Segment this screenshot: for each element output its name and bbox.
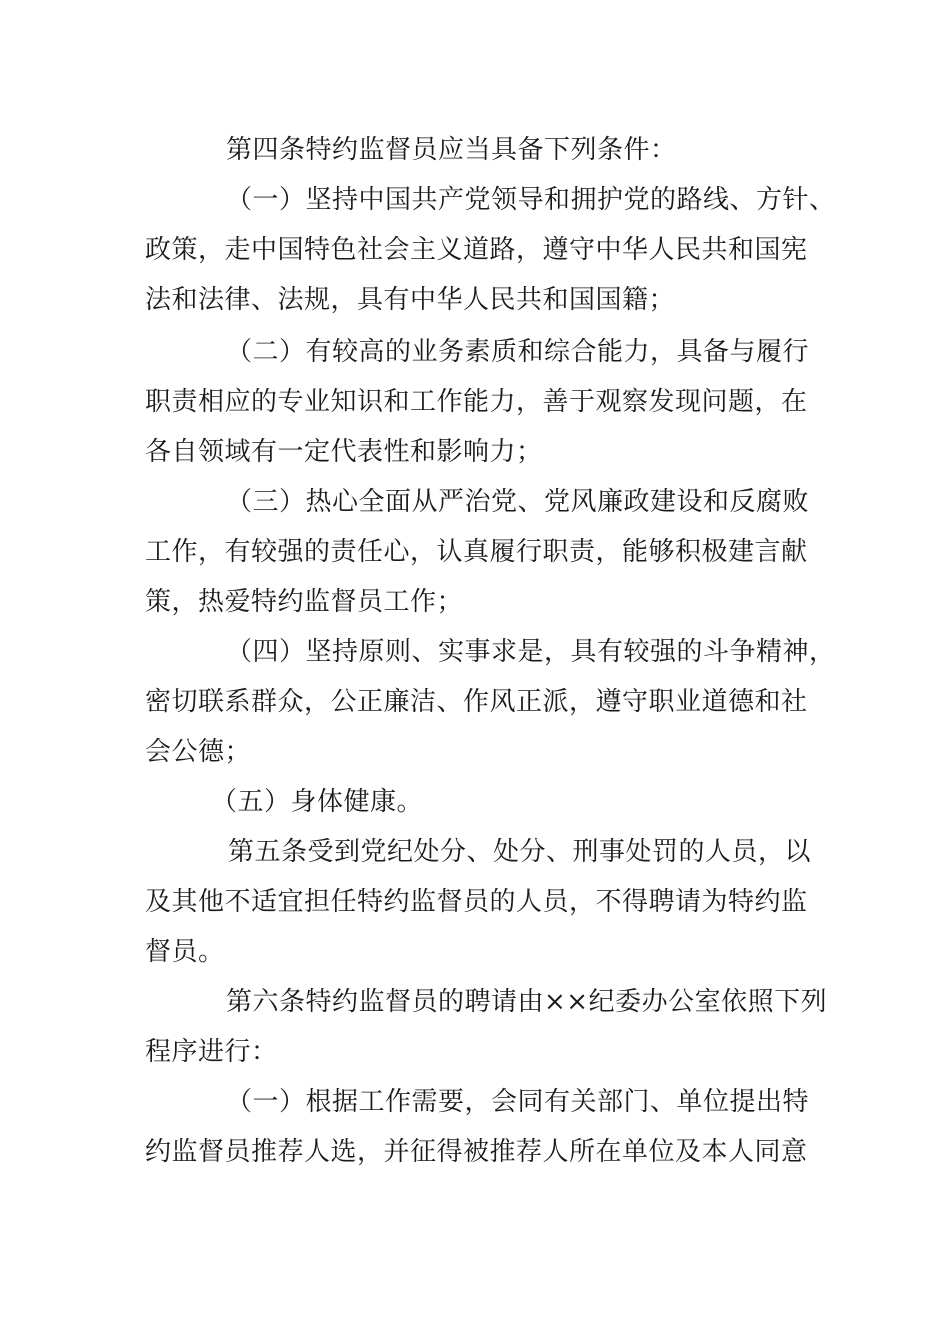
- article-4-item-2-line-3: 各自领域有一定代表性和影响力；: [145, 437, 543, 467]
- article-6-line-1: 第六条特约监督员的聘请由××纪委办公室依照下列: [226, 987, 828, 1017]
- article-4-heading: 第四条特约监督员应当具备下列条件：: [226, 135, 677, 165]
- article-4-item-3-line-3: 策，热爱特约监督员工作；: [145, 587, 464, 617]
- article-4-item-2-line-2: 职责相应的专业知识和工作能力，善于观察发现问题，在: [145, 387, 808, 417]
- article-4-item-4-line-1: （四）坚持原则、实事求是，具有较强的斗争精神，: [226, 637, 836, 667]
- article-5-line-2: 及其他不适宜担任特约监督员的人员，不得聘请为特约监: [145, 887, 808, 917]
- article-6-item-1-line-1: （一）根据工作需要，会同有关部门、单位提出特: [226, 1087, 810, 1117]
- article-6-line-2: 程序进行：: [145, 1037, 278, 1067]
- article-4-item-2-line-1: （二）有较高的业务素质和综合能力，具备与履行: [226, 337, 810, 367]
- article-5-line-3: 督员。: [145, 937, 225, 967]
- article-6-item-1-line-2: 约监督员推荐人选，并征得被推荐人所在单位及本人同意: [145, 1137, 808, 1167]
- article-4-item-1-line-3: 法和法律、法规，具有中华人民共和国国籍；: [145, 285, 676, 315]
- article-4-item-4-line-3: 会公德；: [145, 737, 252, 767]
- article-4-item-4-line-2: 密切联系群众，公正廉洁、作风正派，遵守职业道德和社: [145, 687, 808, 717]
- article-4-item-5: （五）身体健康。: [211, 787, 424, 817]
- article-4-item-1-line-1: （一）坚持中国共产党领导和拥护党的路线、方针、: [226, 185, 836, 215]
- article-4-item-3-line-2: 工作，有较强的责任心，认真履行职责，能够积极建言献: [145, 537, 808, 567]
- article-4-item-3-line-1: （三）热心全面从严治党、党风廉政建设和反腐败: [226, 487, 810, 517]
- article-5-line-1: 第五条受到党纪处分、处分、刑事处罚的人员，以: [228, 837, 812, 867]
- article-4-item-1-line-2: 政策，走中国特色社会主义道路，遵守中华人民共和国宪: [145, 235, 808, 265]
